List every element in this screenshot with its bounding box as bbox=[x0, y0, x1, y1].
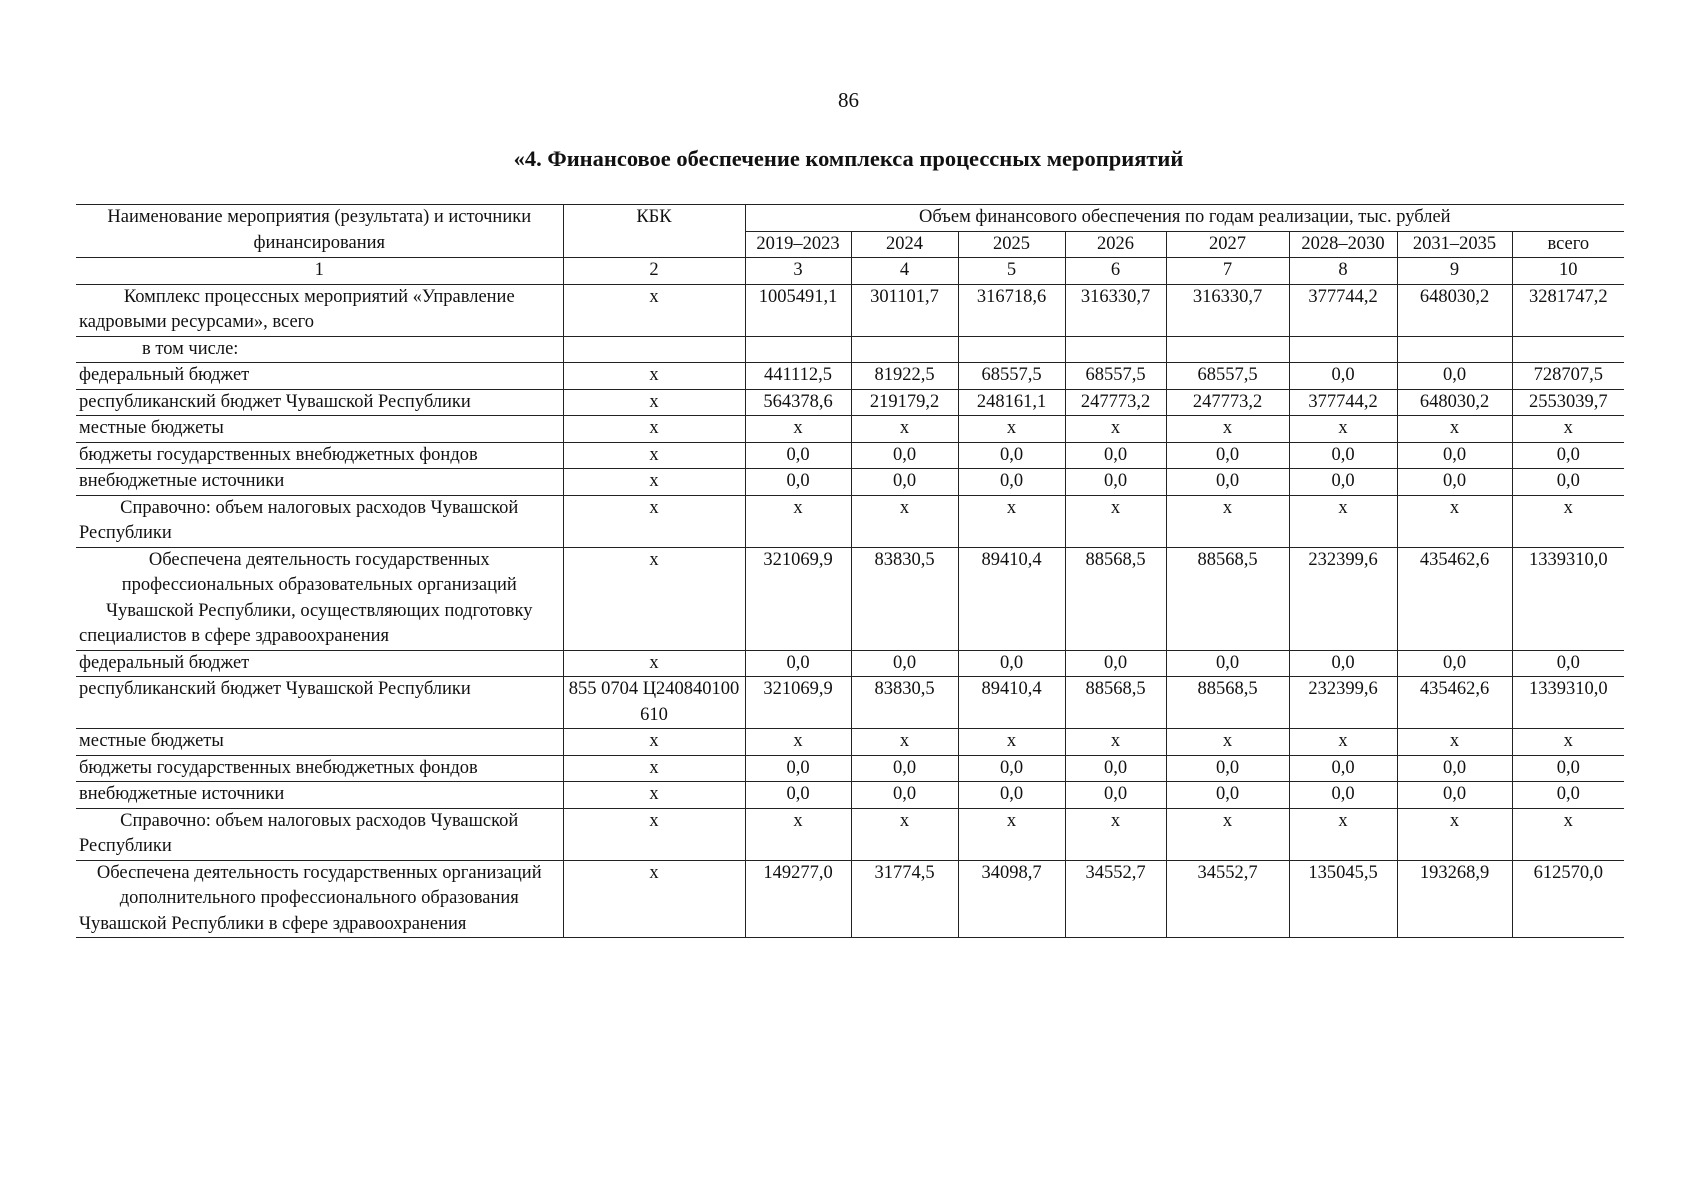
value-cell: 88568,5 bbox=[1065, 677, 1166, 729]
value-cell bbox=[1065, 336, 1166, 363]
value-cell bbox=[851, 336, 958, 363]
value-cell bbox=[958, 336, 1065, 363]
header-year: 2024 bbox=[851, 231, 958, 258]
kbk-cell: x bbox=[563, 495, 745, 547]
value-cell: 0,0 bbox=[1065, 469, 1166, 496]
row-name-cell: республиканский бюджет Чувашской Республики bbox=[76, 677, 563, 729]
value-cell: 321069,9 bbox=[745, 677, 851, 729]
table-row bbox=[76, 389, 1624, 416]
header-row bbox=[76, 205, 1624, 232]
row-name-cell: внебюджетные источники bbox=[76, 782, 563, 809]
value-cell: 83830,5 bbox=[851, 547, 958, 650]
value-cell bbox=[1397, 336, 1512, 363]
column-number: 4 bbox=[851, 258, 958, 285]
value-cell: 0,0 bbox=[958, 442, 1065, 469]
value-cell: 0,0 bbox=[1512, 650, 1624, 677]
kbk-cell: x bbox=[563, 755, 745, 782]
value-cell: x bbox=[1166, 416, 1289, 443]
table-row bbox=[76, 336, 1624, 363]
value-cell: x bbox=[1289, 495, 1397, 547]
column-number: 2 bbox=[563, 258, 745, 285]
table-row bbox=[76, 363, 1624, 390]
kbk-cell: 855 0704 Ц240840100 610 bbox=[563, 677, 745, 729]
value-cell: x bbox=[745, 416, 851, 443]
row-name-cell: федеральный бюджет bbox=[76, 363, 563, 390]
value-cell: 0,0 bbox=[1512, 469, 1624, 496]
column-number-row bbox=[76, 258, 1624, 285]
header-year: всего bbox=[1512, 231, 1624, 258]
kbk-cell: x bbox=[563, 808, 745, 860]
header-year: 2028–2030 bbox=[1289, 231, 1397, 258]
table-row bbox=[76, 650, 1624, 677]
value-cell: 316718,6 bbox=[958, 284, 1065, 336]
header-kbk: КБК bbox=[563, 205, 745, 258]
table-row bbox=[76, 284, 1624, 336]
column-number: 3 bbox=[745, 258, 851, 285]
row-name-cell: Справочно: объем налоговых расходов Чувашской Республики bbox=[76, 808, 563, 860]
value-cell: 0,0 bbox=[1512, 442, 1624, 469]
table-row bbox=[76, 677, 1624, 729]
column-number: 10 bbox=[1512, 258, 1624, 285]
value-cell: 435462,6 bbox=[1397, 677, 1512, 729]
kbk-cell: x bbox=[563, 650, 745, 677]
page-number: 86 bbox=[838, 88, 859, 112]
value-cell: 0,0 bbox=[1512, 782, 1624, 809]
value-cell: x bbox=[1512, 808, 1624, 860]
value-cell: 135045,5 bbox=[1289, 860, 1397, 938]
table-row bbox=[76, 782, 1624, 809]
table-row bbox=[76, 442, 1624, 469]
value-cell: 728707,5 bbox=[1512, 363, 1624, 390]
value-cell: 0,0 bbox=[851, 469, 958, 496]
value-cell: 0,0 bbox=[1289, 755, 1397, 782]
value-cell: 89410,4 bbox=[958, 547, 1065, 650]
value-cell: x bbox=[1289, 808, 1397, 860]
value-cell: 68557,5 bbox=[1166, 363, 1289, 390]
value-cell: x bbox=[1397, 495, 1512, 547]
kbk-cell: x bbox=[563, 782, 745, 809]
value-cell: 441112,5 bbox=[745, 363, 851, 390]
value-cell: 612570,0 bbox=[1512, 860, 1624, 938]
value-cell: x bbox=[1512, 729, 1624, 756]
value-cell: 0,0 bbox=[1065, 755, 1166, 782]
table-row bbox=[76, 495, 1624, 547]
value-cell: x bbox=[851, 729, 958, 756]
value-cell bbox=[745, 336, 851, 363]
row-name-cell: Справочно: объем налоговых расходов Чувашской Республики bbox=[76, 495, 563, 547]
value-cell: 301101,7 bbox=[851, 284, 958, 336]
column-number: 9 bbox=[1397, 258, 1512, 285]
column-number: 6 bbox=[1065, 258, 1166, 285]
value-cell: 0,0 bbox=[958, 650, 1065, 677]
value-cell: 0,0 bbox=[851, 650, 958, 677]
value-cell: 232399,6 bbox=[1289, 547, 1397, 650]
column-number: 7 bbox=[1166, 258, 1289, 285]
value-cell: x bbox=[745, 729, 851, 756]
value-cell: 316330,7 bbox=[1065, 284, 1166, 336]
value-cell: 0,0 bbox=[745, 650, 851, 677]
table-row bbox=[76, 808, 1624, 860]
header-year: 2025 bbox=[958, 231, 1065, 258]
value-cell: 0,0 bbox=[1289, 782, 1397, 809]
value-cell: 0,0 bbox=[745, 782, 851, 809]
kbk-cell: x bbox=[563, 469, 745, 496]
header-year: 2031–2035 bbox=[1397, 231, 1512, 258]
value-cell: 316330,7 bbox=[1166, 284, 1289, 336]
kbk-cell: x bbox=[563, 442, 745, 469]
value-cell: 0,0 bbox=[1166, 755, 1289, 782]
kbk-cell: x bbox=[563, 284, 745, 336]
value-cell: 0,0 bbox=[1397, 469, 1512, 496]
value-cell: x bbox=[1397, 808, 1512, 860]
value-cell: 88568,5 bbox=[1065, 547, 1166, 650]
table-row bbox=[76, 755, 1624, 782]
column-number: 1 bbox=[76, 258, 563, 285]
row-name-cell: бюджеты государственных внебюджетных фондов bbox=[76, 755, 563, 782]
value-cell: x bbox=[1065, 495, 1166, 547]
value-cell: 0,0 bbox=[1397, 755, 1512, 782]
value-cell: 248161,1 bbox=[958, 389, 1065, 416]
value-cell: x bbox=[1065, 729, 1166, 756]
value-cell: x bbox=[1166, 495, 1289, 547]
value-cell: 34098,7 bbox=[958, 860, 1065, 938]
value-cell: x bbox=[1512, 495, 1624, 547]
value-cell: x bbox=[958, 495, 1065, 547]
value-cell: 0,0 bbox=[1166, 650, 1289, 677]
value-cell: 0,0 bbox=[1166, 469, 1289, 496]
kbk-cell: x bbox=[563, 389, 745, 416]
row-name-cell: местные бюджеты bbox=[76, 729, 563, 756]
value-cell: 83830,5 bbox=[851, 677, 958, 729]
value-cell: x bbox=[851, 808, 958, 860]
value-cell: 0,0 bbox=[1166, 442, 1289, 469]
value-cell: x bbox=[745, 495, 851, 547]
value-cell: 34552,7 bbox=[1166, 860, 1289, 938]
value-cell: x bbox=[1512, 416, 1624, 443]
value-cell: 0,0 bbox=[1289, 363, 1397, 390]
value-cell: 377744,2 bbox=[1289, 389, 1397, 416]
value-cell: x bbox=[851, 416, 958, 443]
value-cell: 0,0 bbox=[1397, 650, 1512, 677]
value-cell: x bbox=[1166, 729, 1289, 756]
row-name-cell: бюджеты государственных внебюджетных фондов bbox=[76, 442, 563, 469]
value-cell: 68557,5 bbox=[958, 363, 1065, 390]
kbk-cell bbox=[563, 336, 745, 363]
value-cell: 0,0 bbox=[1166, 782, 1289, 809]
value-cell: 648030,2 bbox=[1397, 284, 1512, 336]
header-volume: Объем финансового обеспечения по годам реализации, тыс. рублей bbox=[745, 205, 1624, 232]
row-name-cell: федеральный бюджет bbox=[76, 650, 563, 677]
document-title: «4. Финансовое обеспечение комплекса процессных мероприятий bbox=[513, 146, 1184, 171]
kbk-cell: x bbox=[563, 363, 745, 390]
value-cell bbox=[1512, 336, 1624, 363]
row-name-cell: местные бюджеты bbox=[76, 416, 563, 443]
table-row bbox=[76, 860, 1624, 938]
value-cell: x bbox=[958, 416, 1065, 443]
value-cell: 0,0 bbox=[851, 442, 958, 469]
kbk-cell: x bbox=[563, 729, 745, 756]
kbk-cell: x bbox=[563, 416, 745, 443]
row-name-cell: внебюджетные источники bbox=[76, 469, 563, 496]
value-cell: 0,0 bbox=[851, 755, 958, 782]
table-body bbox=[76, 284, 1624, 938]
value-cell: 0,0 bbox=[745, 442, 851, 469]
value-cell: 3281747,2 bbox=[1512, 284, 1624, 336]
value-cell: 68557,5 bbox=[1065, 363, 1166, 390]
row-name-cell: Комплекс процессных мероприятий «Управление кадровыми ресурсами», всего bbox=[76, 284, 563, 336]
value-cell: x bbox=[958, 808, 1065, 860]
value-cell: x bbox=[1065, 416, 1166, 443]
value-cell: 247773,2 bbox=[1065, 389, 1166, 416]
value-cell: 1339310,0 bbox=[1512, 547, 1624, 650]
value-cell: 149277,0 bbox=[745, 860, 851, 938]
value-cell: 34552,7 bbox=[1065, 860, 1166, 938]
kbk-cell: x bbox=[563, 547, 745, 650]
value-cell: 0,0 bbox=[1397, 363, 1512, 390]
header-year: 2027 bbox=[1166, 231, 1289, 258]
value-cell: 1339310,0 bbox=[1512, 677, 1624, 729]
table-row bbox=[76, 469, 1624, 496]
value-cell: 0,0 bbox=[745, 755, 851, 782]
value-cell: x bbox=[1166, 808, 1289, 860]
value-cell: x bbox=[1289, 416, 1397, 443]
value-cell: 31774,5 bbox=[851, 860, 958, 938]
value-cell: 247773,2 bbox=[1166, 389, 1289, 416]
value-cell: x bbox=[958, 729, 1065, 756]
row-name-cell: Обеспечена деятельность государственных организаций дополнительного профессионального образования Чувашской Республики в сфере здравоохранения bbox=[76, 860, 563, 938]
value-cell bbox=[1166, 336, 1289, 363]
table-row bbox=[76, 547, 1624, 650]
value-cell: 0,0 bbox=[745, 469, 851, 496]
value-cell: x bbox=[1397, 416, 1512, 443]
value-cell: 0,0 bbox=[1397, 782, 1512, 809]
kbk-cell: x bbox=[563, 860, 745, 938]
value-cell: 435462,6 bbox=[1397, 547, 1512, 650]
value-cell: 0,0 bbox=[1289, 442, 1397, 469]
value-cell: 0,0 bbox=[1065, 782, 1166, 809]
value-cell: x bbox=[1065, 808, 1166, 860]
value-cell: 564378,6 bbox=[745, 389, 851, 416]
value-cell: 0,0 bbox=[1065, 442, 1166, 469]
header-year: 2019–2023 bbox=[745, 231, 851, 258]
value-cell: 377744,2 bbox=[1289, 284, 1397, 336]
value-cell: x bbox=[1289, 729, 1397, 756]
value-cell: x bbox=[1397, 729, 1512, 756]
row-name-cell: Обеспечена деятельность государственных профессиональных образовательных организаций Чувашской Республики, осуществляющих подготовку специалистов в сфере здравоохранения bbox=[76, 547, 563, 650]
value-cell: 1005491,1 bbox=[745, 284, 851, 336]
table-row bbox=[76, 416, 1624, 443]
value-cell: 0,0 bbox=[1289, 469, 1397, 496]
header-year: 2026 bbox=[1065, 231, 1166, 258]
value-cell: x bbox=[851, 495, 958, 547]
value-cell: 0,0 bbox=[1289, 650, 1397, 677]
value-cell: 193268,9 bbox=[1397, 860, 1512, 938]
value-cell: 0,0 bbox=[958, 755, 1065, 782]
value-cell bbox=[1289, 336, 1397, 363]
table-row bbox=[76, 729, 1624, 756]
value-cell: 88568,5 bbox=[1166, 677, 1289, 729]
value-cell: 219179,2 bbox=[851, 389, 958, 416]
column-number: 5 bbox=[958, 258, 1065, 285]
value-cell: 0,0 bbox=[1397, 442, 1512, 469]
row-name-cell: в том числе: bbox=[76, 336, 563, 363]
value-cell: 0,0 bbox=[1512, 755, 1624, 782]
value-cell: 648030,2 bbox=[1397, 389, 1512, 416]
financing-table bbox=[76, 204, 1624, 938]
value-cell: x bbox=[745, 808, 851, 860]
value-cell: 232399,6 bbox=[1289, 677, 1397, 729]
column-number: 8 bbox=[1289, 258, 1397, 285]
value-cell: 2553039,7 bbox=[1512, 389, 1624, 416]
value-cell: 0,0 bbox=[958, 782, 1065, 809]
value-cell: 88568,5 bbox=[1166, 547, 1289, 650]
value-cell: 0,0 bbox=[851, 782, 958, 809]
value-cell: 0,0 bbox=[958, 469, 1065, 496]
header-name: Наименование мероприятия (результата) и источники финансирования bbox=[76, 205, 563, 258]
value-cell: 81922,5 bbox=[851, 363, 958, 390]
row-name-cell: республиканский бюджет Чувашской Республики bbox=[76, 389, 563, 416]
value-cell: 321069,9 bbox=[745, 547, 851, 650]
value-cell: 0,0 bbox=[1065, 650, 1166, 677]
value-cell: 89410,4 bbox=[958, 677, 1065, 729]
